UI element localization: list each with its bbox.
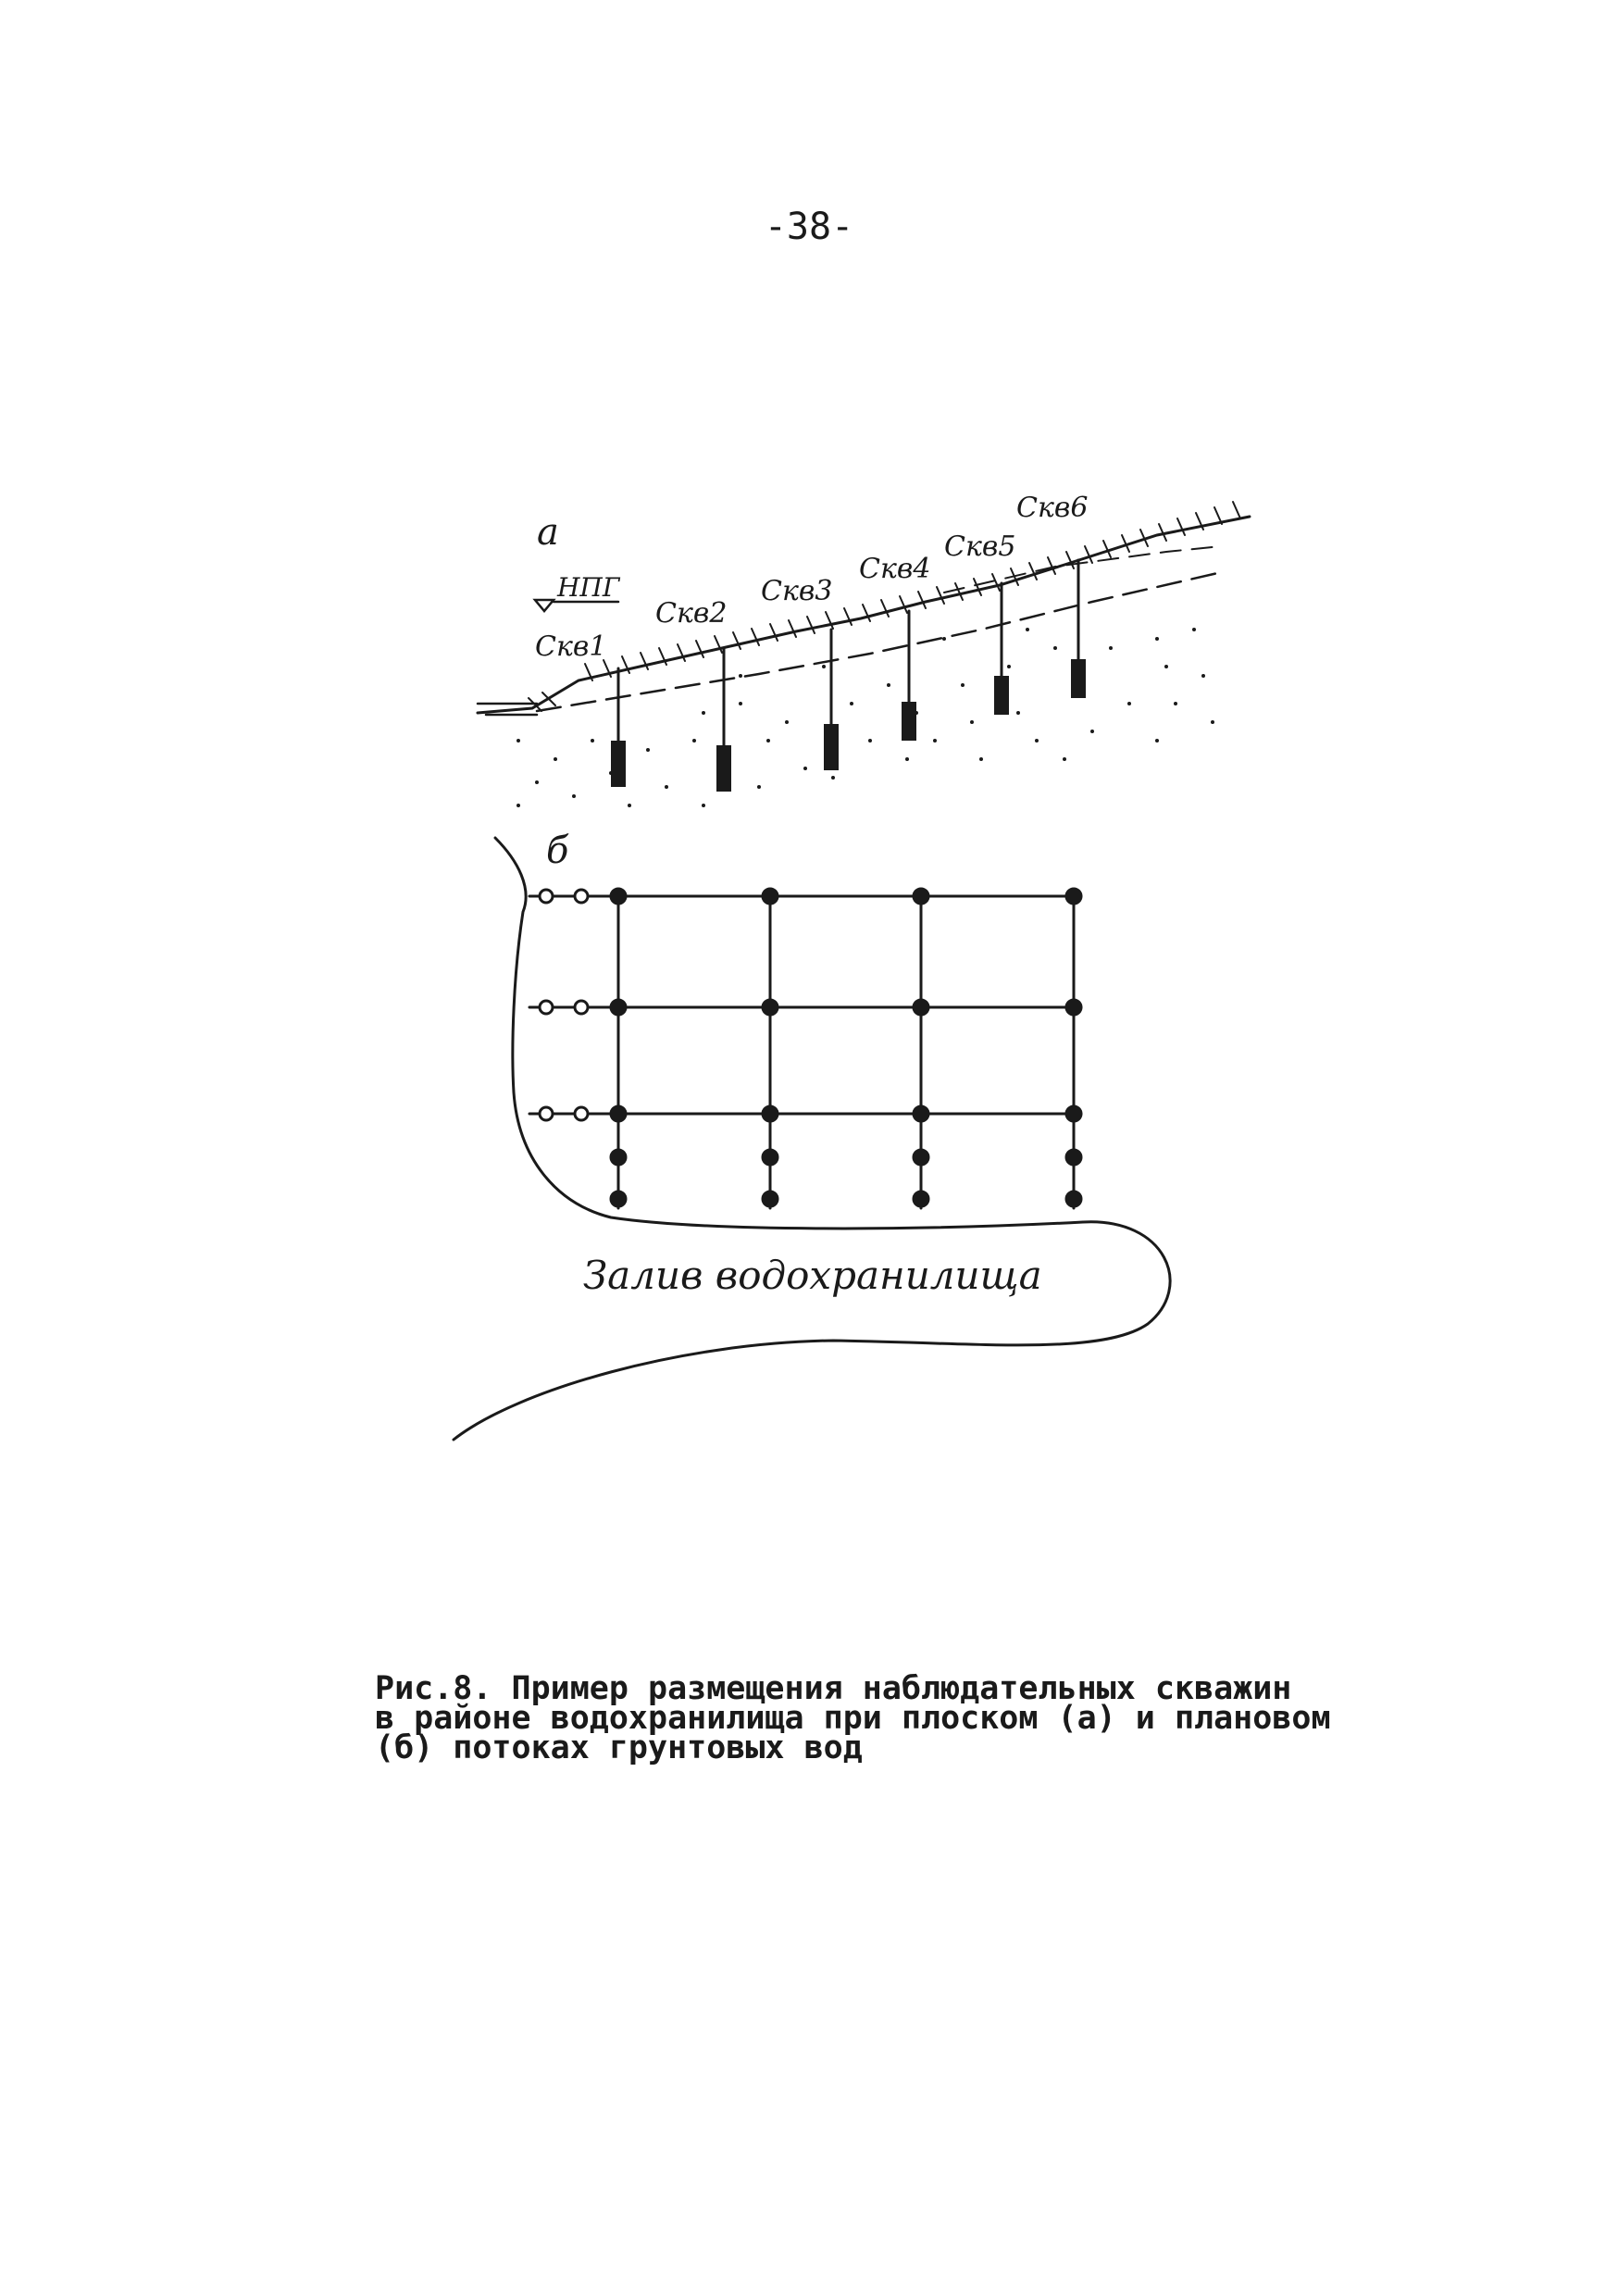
well-skv2	[716, 648, 731, 792]
page-number: -38-	[764, 206, 854, 248]
figure-caption	[375, 1670, 1412, 1766]
grid-wells	[540, 889, 1081, 1206]
bay-label: Залив водохранилища	[583, 1253, 1042, 1298]
caption-line-2: в районе водохранилища при плоском (а) и плановом	[375, 1700, 1331, 1737]
well-label-skv5: Скв5	[944, 530, 1016, 563]
water-level-symbol	[535, 600, 554, 611]
caption-line-1: Рис.8. Пример размещения наблюдательных скважин	[375, 1670, 1292, 1707]
well-label-skv4: Скв4	[859, 553, 931, 585]
well-skv1	[611, 668, 626, 787]
water-level-label: НПГ	[557, 572, 620, 603]
ground-surface-line	[478, 517, 1250, 713]
well-skv3	[824, 630, 839, 770]
groundwater-level-line	[537, 572, 1222, 711]
well-skv5	[994, 583, 1009, 715]
panel-b-label: б	[546, 830, 569, 872]
caption-line-3: (б) потоках грунтовых вод	[375, 1729, 863, 1766]
well-label-skv6: Скв6	[1016, 492, 1089, 524]
well-skv4	[902, 611, 916, 741]
panel-a-cross-section	[478, 492, 1250, 807]
bay-shoreline	[454, 838, 1170, 1440]
well-label-skv2: Скв2	[655, 597, 728, 630]
well-label-skv1: Скв1	[535, 630, 607, 663]
ground-hatching	[529, 502, 1240, 711]
well-skv6	[1071, 560, 1086, 698]
panel-a-label: а	[537, 511, 559, 554]
panel-b-plan-view	[454, 830, 1170, 1440]
well-label-skv3: Скв3	[761, 575, 833, 607]
